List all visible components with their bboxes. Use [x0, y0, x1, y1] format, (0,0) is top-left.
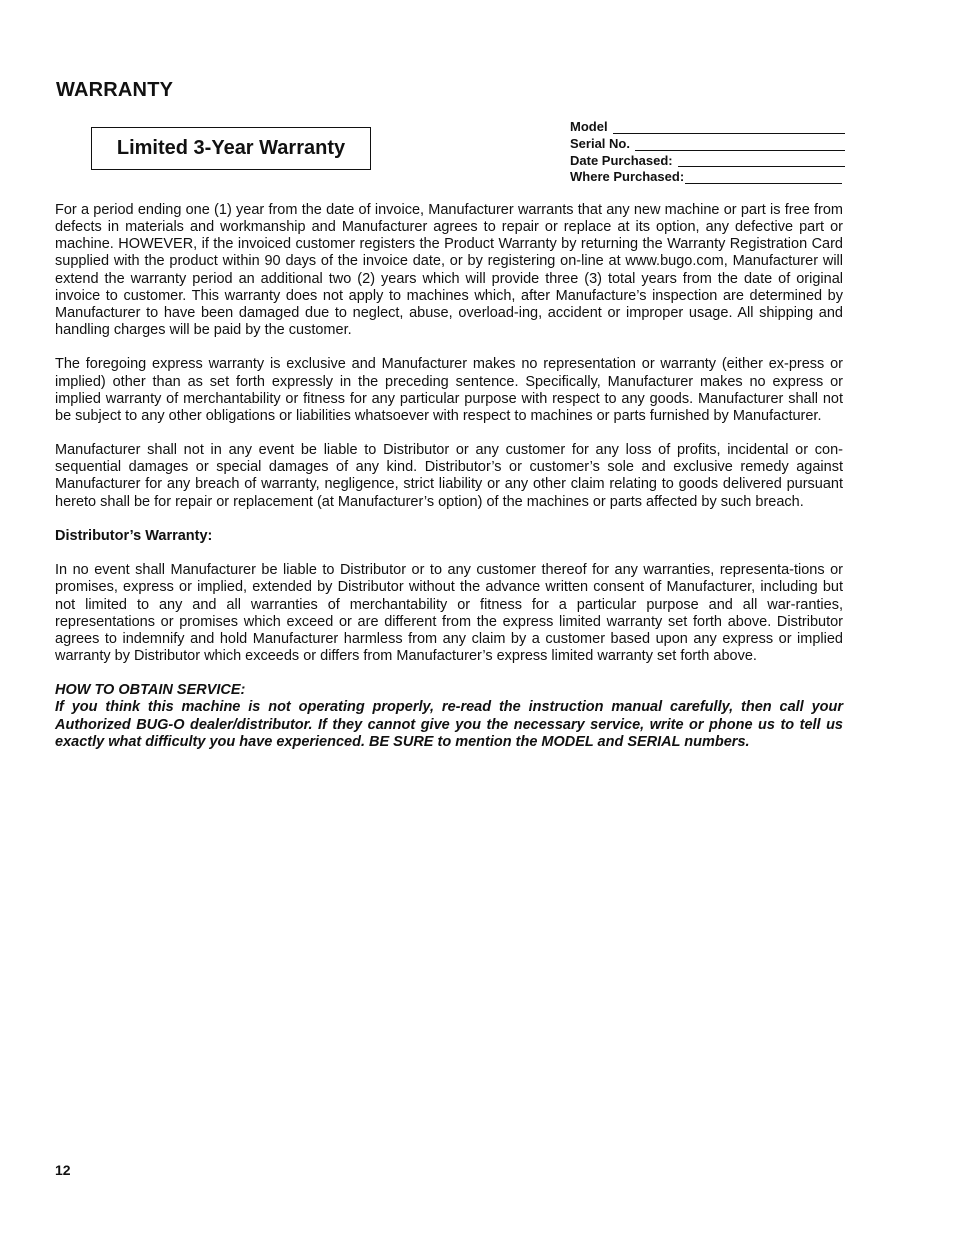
warranty-paragraph-3: Manufacturer shall not in any event be liable to Distributor or any customer for any loss of profits, incidental or con-sequential damages or special damages of any kind. Distributor’s or customer’s sole and exclusive remedy against Manufacturer for any breach of warranty, negligence, strict liability or any other claim relating to goods delivered pursuant hereto shall be for repair or replacement (at Manufacturer’s option) of the machines or parts affected by such breach.	[55, 442, 843, 510]
where-purchased-label: Where Purchased:	[570, 169, 685, 185]
warranty-title-box: Limited 3-Year Warranty	[91, 127, 371, 170]
where-purchased-field	[570, 169, 845, 186]
model-blank-line	[613, 121, 845, 134]
warranty-paragraph-1: For a period ending one (1) year from the date of invoice, Manufacturer warrants that any new machine or part is free from defects in materials and workmanship and Manufacturer agrees to repair or replace at its option, any defective part or machine. HOWEVER, if the invoiced customer registers the Product Warranty by returning the Warranty Registration Card supplied with the product within 90 days of the invoice date, or by registering on-line at www.bugo.com, Manufacturer will extend the warranty period an additional two (2) years which will provide three (3) total years from the date of original invoice to customer. This warranty does not apply to machines which, after Manufacture’s inspection are determined by Manufacturer to have been damaged due to neglect, abuse, overload-ing, accident or improper usage. All shipping and handling charges will be paid by the customer.	[55, 202, 843, 339]
date-purchased-field	[570, 153, 845, 170]
service-heading: HOW TO OBTAIN SERVICE:	[55, 682, 246, 699]
date-purchased-label: Date Purchased:	[570, 152, 673, 168]
model-label: Model	[570, 119, 608, 134]
page-number: 12	[55, 1162, 71, 1178]
registration-fields	[570, 119, 845, 186]
serial-field	[570, 136, 845, 153]
warranty-paragraph-2: The foregoing express warranty is exclusive and Manufacturer makes no representation or warranty (either ex-press or implied) other than as set forth expressly in the preceding sentence. Specifically, Manufacturer makes no express or implied warranty of merchantability or fitness for any particular purpose with respect to any goods. Manufacturer shall not be subject to any other obligations or liabilities whatsoever with respect to machines or parts furnished by Manufacturer.	[55, 356, 843, 424]
model-field	[570, 119, 845, 136]
where-purchased-blank-line	[685, 171, 842, 184]
service-text: If you think this machine is not operating properly, re-read the instruction manual carefully, then call your Authorized BUG-O dealer/distributor. If they cannot give you the necessary service, write or phone us to tell us exactly what difficulty you have experienced. BE SURE to mention the MODEL and SERIAL numbers.	[55, 699, 843, 750]
warranty-body	[55, 202, 843, 751]
date-purchased-blank-line	[678, 154, 845, 167]
distributor-warranty-paragraph: In no event shall Manufacturer be liable to Distributor or to any customer thereof for any warranties, representa-tions or promises, express or implied, extended by Distributor without the advance written consent of Manufacturer, including but not limited to any and all warranties of merchantability or fitness for a particular purpose and all war-ranties, representations or promises which exceed or are different from the express limited warranty set forth above. Distributor agrees to indemnify and hold Manufacturer harmless from any claim by a customer based upon any express or implied warranty by Distributor which exceeds or differs from Manufacturer’s express limited warranty set forth above.	[55, 562, 843, 664]
serial-blank-line	[635, 138, 845, 151]
page-heading: WARRANTY	[56, 79, 174, 101]
serial-label: Serial No.	[570, 135, 630, 151]
service-section	[55, 682, 843, 751]
distributor-warranty-heading: Distributor’s Warranty:	[55, 527, 213, 544]
